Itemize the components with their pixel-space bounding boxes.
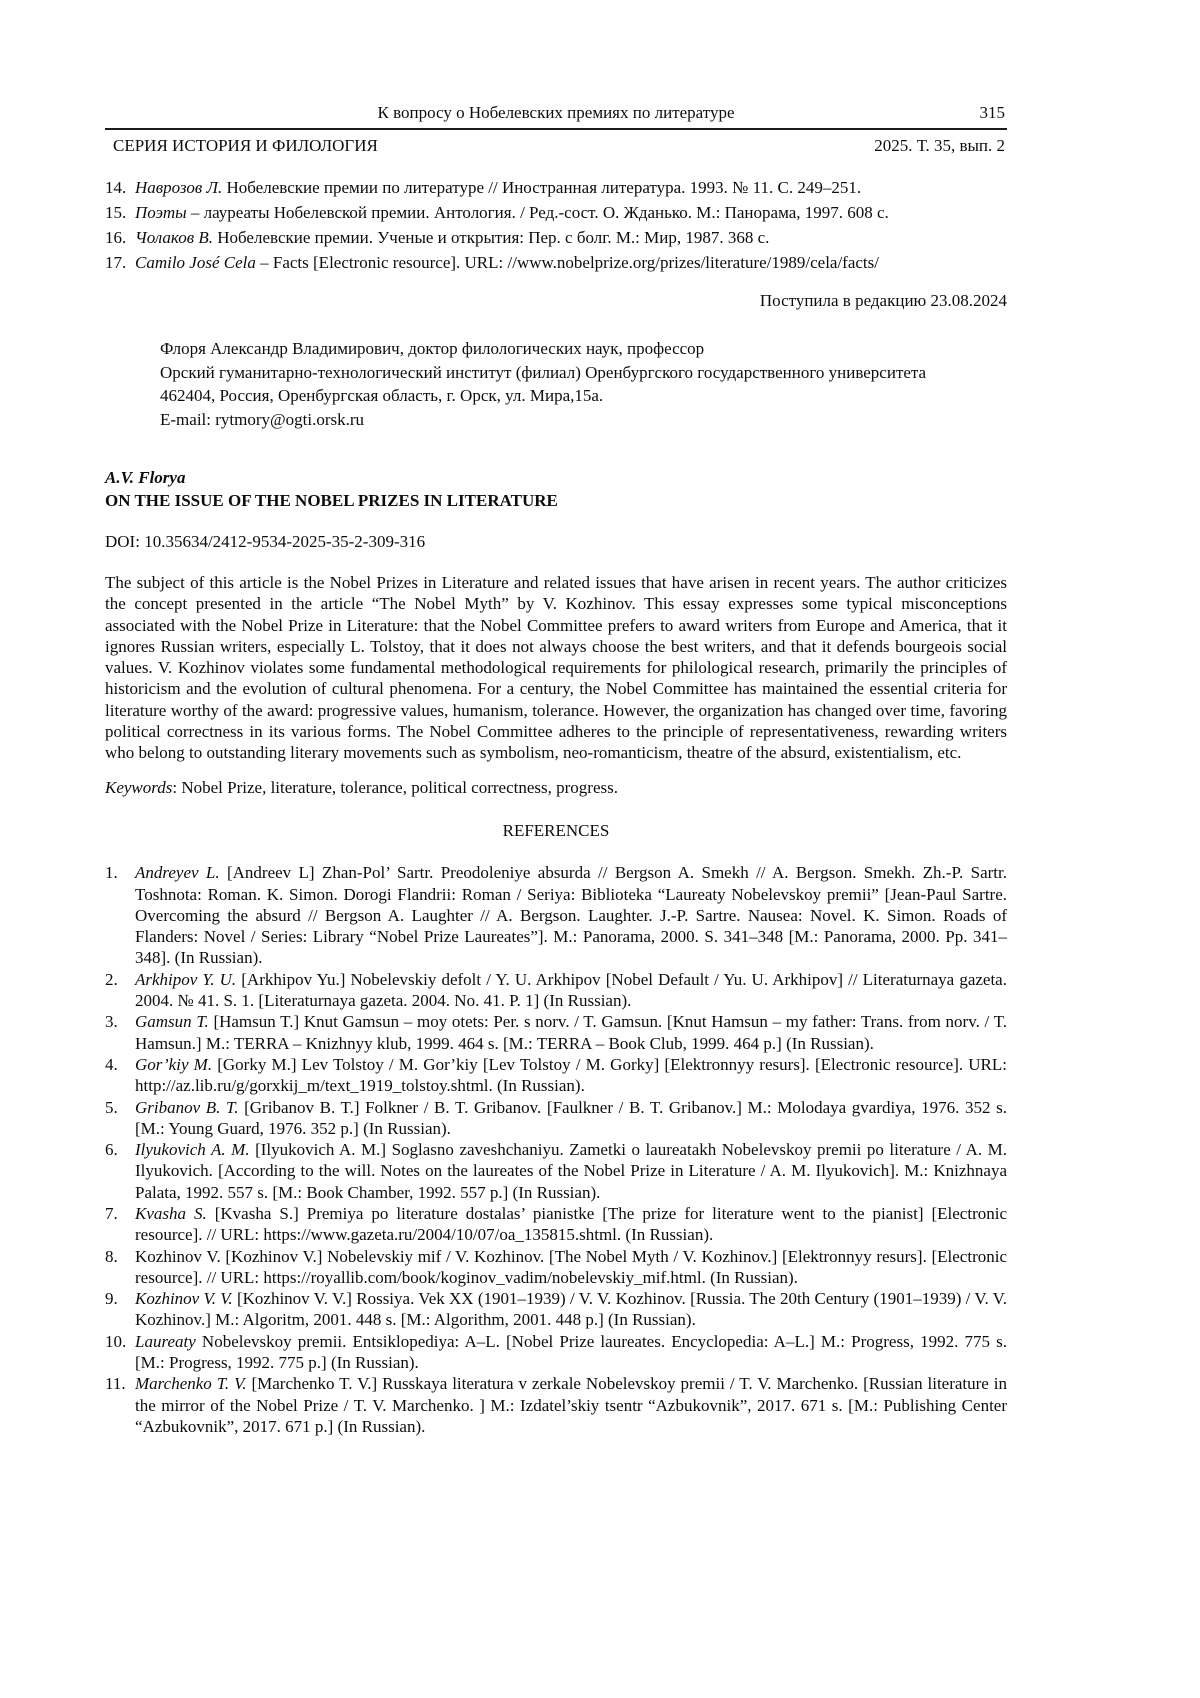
- reference-text: [135, 177, 1007, 198]
- reference-rest: Kozhinov V. [Kozhinov V.] Nobelevskiy mif / V. Kozhinov. [The Nobel Myth / V. Kozhinov.] [Elektronnyy resurs]. [Electronic resource]. // URL: https://royallib.com/book/koginov_vadim/nobelevskiy_mif.html. (In Russian).: [135, 1246, 1007, 1287]
- reference-author: Gor’kiy M.: [135, 1054, 213, 1074]
- reference-rest: [Marchenko T. V.] Russkaya literatura v zerkale Nobelevskoy premii / T. V. Marchenko. [Russian literature in the mirror of the Nobel Prize / T. V. Marchenko. ] M.: Izdatel’skiy tsentr “Azbukovnik”, 2017. 671 s. [M.: Publishing Center “Azbukovnik”, 2017. 671 p.] (In Russian).: [135, 1374, 1008, 1436]
- reference-text: [135, 1246, 1007, 1289]
- reference-number: 8.: [105, 1246, 118, 1266]
- reference-author: Arkhipov Y. U.: [135, 969, 237, 989]
- reference-item: [105, 1373, 1007, 1437]
- reference-item: [105, 862, 1007, 968]
- reference-text: [135, 1331, 1007, 1374]
- reference-text: [135, 1139, 1007, 1203]
- reference-text: [135, 862, 1007, 968]
- reference-number: 5.: [105, 1097, 118, 1117]
- received-note: Поступила в редакцию 23.08.2024: [759, 290, 1007, 310]
- reference-rest: [Gorky M.] Lev Tolstoy / M. Gor’kiy [Lev Tolstoy / M. Gorky] [Elektronnyy resurs]. [Electronic resource]. URL: http://az.lib.ru/g/gorxkij_m/text_1919_tolstoy.shtml. (In Russian).: [135, 1054, 1007, 1096]
- reference-item: [105, 1097, 1007, 1140]
- reference-text: [135, 1011, 1007, 1054]
- reference-author: Kozhinov V. V.: [135, 1289, 233, 1309]
- doi-line: DOI: 10.35634/2412-9534-2025-35-2-309-316: [105, 531, 426, 551]
- reference-rest: [Andreev L] Zhan-Pol’ Sartr. Preodoleniye absurda // Bergson A. Smekh // A. Bergson. Smekh. Zh.-P. Sartr. Toshnota: Roman. K. Simon. Dorogi Flandrii: Roman / Seriya: Biblioteka “Laureaty Nobelevskoy premii” [Jean-Paul Sartre. Overcoming the absurd // Bergson A. Laughter // A. Bergson. Laughter. J.-P. Sartre. Nausea: Novel. K. Simon. Roads of Flanders: Novel / Series: Library “Nobel Prize Laureates”]. M.: Panorama, 2000. S. 341–348 [M.: Panorama, 2000. Pp. 341–348]. (In Russian).: [135, 863, 1007, 968]
- reference-author: Ilyukovich A. M.: [135, 1140, 250, 1160]
- references-list: [105, 862, 1007, 1437]
- reference-rest: Nobelevskoy premii. Entsiklopediya: A–L. [Nobel Prize laureates. Encyclopedia: A–L.] M.: Progress, 1992. 775 s. [M.: Progress, 1992. 775 p.] (In Russian).: [135, 1331, 1007, 1373]
- reference-number: 16.: [105, 228, 127, 248]
- reference-item: [105, 1139, 1007, 1203]
- reference-number: 9.: [105, 1289, 118, 1309]
- reference-number: 15.: [105, 202, 127, 222]
- abstract-text: The subject of this article is the Nobel Prizes in Literature and related issues that have arisen in recent years. The author criticizes the concept presented in the article “The Nobel Myth” by V. Kozhinov. This essay expresses some typical misconceptions associated with the Nobel Prize in Literature: that the Nobel Committee prefers to award writers from Europe and America, that it ignores Russian writers, especially L. Tolstoy, that it does not always choose the best writers, and that it defends bourgeois social values. V. Kozhinov violates some fundamental methodological requirements for philological research, primarily the principles of historicism and the evolution of cultural phenomena. For a century, the Nobel Committee has maintained the essential criteria for literature worthy of the award: progressive values, humanism, tolerance. However, the organization has changed over time, favoring political correctness in its various forms. The Nobel Committee adheres to the principle of representativeness, rewarding writers who belong to outstanding literary movements such as symbolism, neo-romanticism, theatre of the absurd, existentialism, etc.: [105, 572, 1007, 763]
- reference-author: Поэты: [135, 202, 187, 222]
- reference-rest: [Arkhipov Yu.] Nobelevskiy defolt / Y. U. Arkhipov [Nobel Default / Yu. U. Arkhipov] // Literaturnaya gazeta. 2004. № 41. S. 1. [Literaturnaya gazeta. 2004. No. 41. P. 1] (In Russian).: [135, 969, 1007, 1011]
- reference-author: Наврозов Л.: [135, 177, 223, 197]
- series-label: СЕРИЯ ИСТОРИЯ И ФИЛОЛОГИЯ: [113, 136, 378, 156]
- reference-author: Andreyev L.: [135, 863, 220, 883]
- reference-number: 1.: [105, 863, 118, 883]
- issue-label: 2025. Т. 35, вып. 2: [874, 136, 1005, 156]
- reference-author: Чолаков В.: [135, 228, 213, 248]
- author-email: E-mail: rytmory@ogti.orsk.ru: [160, 409, 365, 429]
- reference-text: [135, 1373, 1007, 1437]
- reference-item: [105, 1246, 1007, 1289]
- reference-author: Camilo José Cela: [135, 253, 256, 273]
- reference-text: [135, 252, 1007, 273]
- reference-author: Gamsun T.: [135, 1012, 209, 1032]
- reference-item: [105, 1331, 1007, 1374]
- reference-text: [135, 1203, 1007, 1246]
- reference-item: [105, 202, 1007, 223]
- author-name-ru: Флоря Александр Владимирович, доктор филологических наук, профессор: [160, 339, 705, 359]
- reference-rest: [Kozhinov V. V.] Rossiya. Vek XX (1901–1939) / V. V. Kozhinov. [Russia. The 20th Century (1901–1939) / V. V. Kozhinov.] M.: Algoritm, 2001. 448 s. [M.: Algorithm, 2001. 448 p.] (In Russian).: [135, 1289, 1008, 1330]
- running-head-row2: [105, 130, 1007, 156]
- keywords-label: Keywords: [105, 777, 173, 797]
- reference-number: 11.: [105, 1374, 126, 1394]
- reference-rest: [Gribanov B. T.] Folkner / B. T. Gribanov. [Faulkner / B. T. Gribanov.] M.: Molodaya gvardiya, 1976. 352 s. [M.: Young Guard, 1976. 352 p.] (In Russian).: [135, 1097, 1007, 1138]
- reference-text: [135, 1097, 1007, 1140]
- reference-text: [135, 1054, 1007, 1097]
- reference-number: 14.: [105, 177, 127, 197]
- reference-number: 2.: [105, 969, 118, 989]
- reference-number: 4.: [105, 1054, 118, 1074]
- reference-item: [105, 227, 1007, 248]
- running-head-row1: [105, 102, 1007, 130]
- reference-item: [105, 1288, 1007, 1331]
- author-address: 462404, Россия, Оренбургская область, г. Орск, ул. Мира,15а.: [160, 386, 604, 406]
- article-title-en: ON THE ISSUE OF THE NOBEL PRIZES IN LITERATURE: [105, 491, 558, 511]
- reference-number: 3.: [105, 1012, 118, 1032]
- reference-rest: – Facts [Electronic resource]. URL: //www.nobelprize.org/prizes/literature/1989/cela/facts/: [255, 253, 879, 273]
- running-head: [105, 102, 1007, 157]
- reference-item: [105, 1054, 1007, 1097]
- keywords-line: [105, 777, 1007, 798]
- reference-text: [135, 1288, 1007, 1331]
- reference-author: Laureaty: [135, 1331, 196, 1351]
- reference-rest: – лауреаты Нобелевской премии. Антология. / Ред.-сост. О. Жданько. М.: Панорама, 1997. 608 с.: [186, 202, 889, 222]
- reference-number: 6.: [105, 1140, 118, 1160]
- reference-author: Gribanov B. T.: [135, 1097, 239, 1117]
- page-number: 315: [979, 103, 1005, 122]
- reference-rest: [Hamsun T.] Knut Gamsun – moy otets: Per. s norv. / T. Gamsun. [Knut Hamsun – my father: Trans. from norv. / T. Hamsun.] M.: TERRA – Knizhnyy klub, 1999. 464 s. [M.: TERRA – Book Club, 1999. 464 p.] (In Russian).: [135, 1012, 1007, 1053]
- reference-item: [105, 1203, 1007, 1246]
- reference-author: Kvasha S.: [135, 1203, 207, 1223]
- author-name-en: A.V. Florya: [105, 468, 186, 488]
- russian-references-list: [105, 177, 1007, 274]
- reference-rest: [Ilyukovich A. M.] Soglasno zaveshchaniyu. Zametki o laureatakh Nobelevskoy premii po literature / A. M. Ilyukovich. [According to the will. Notes on the laureates of the Nobel Prize in Literature / A. M. Ilyukovich]. M.: Knizhnaya Palata, 1992. 557 s. [M.: Book Chamber, 1992. 557 p.] (In Russian).: [135, 1140, 1007, 1202]
- reference-rest: Нобелевские премии по литературе // Иностранная литература. 1993. № 11. С. 249–251.: [222, 177, 862, 197]
- reference-text: [135, 969, 1007, 1012]
- reference-item: [105, 969, 1007, 1012]
- reference-item: [105, 252, 1007, 273]
- reference-text: [135, 227, 1007, 248]
- reference-rest: Нобелевские премии. Ученые и открытия: Пер. с болг. М.: Мир, 1987. 368 с.: [212, 228, 770, 248]
- running-title: К вопросу о Нобелевских премиях по литературе: [377, 103, 735, 122]
- reference-text: [135, 202, 1007, 223]
- reference-author: Marchenko T. V.: [135, 1374, 247, 1394]
- author-affiliation: Орский гуманитарно-технологический институт (филиал) Оренбургского государственного университета: [160, 362, 927, 382]
- references-heading: REFERENCES: [502, 820, 610, 840]
- reference-item: [105, 1011, 1007, 1054]
- reference-number: 10.: [105, 1331, 127, 1351]
- reference-item: [105, 177, 1007, 198]
- keywords-text: : Nobel Prize, literature, tolerance, political correctness, progress.: [172, 777, 618, 797]
- reference-rest: [Kvasha S.] Premiya po literature dostalas’ pianistke [The prize for literature went to the pianist] [Electronic resource]. // URL: https://www.gazeta.ru/2004/10/07/oa_135815.shtml. (In Russian).: [135, 1203, 1008, 1245]
- reference-number: 7.: [105, 1203, 118, 1223]
- reference-number: 17.: [105, 253, 127, 273]
- author-info-block: [160, 337, 1007, 431]
